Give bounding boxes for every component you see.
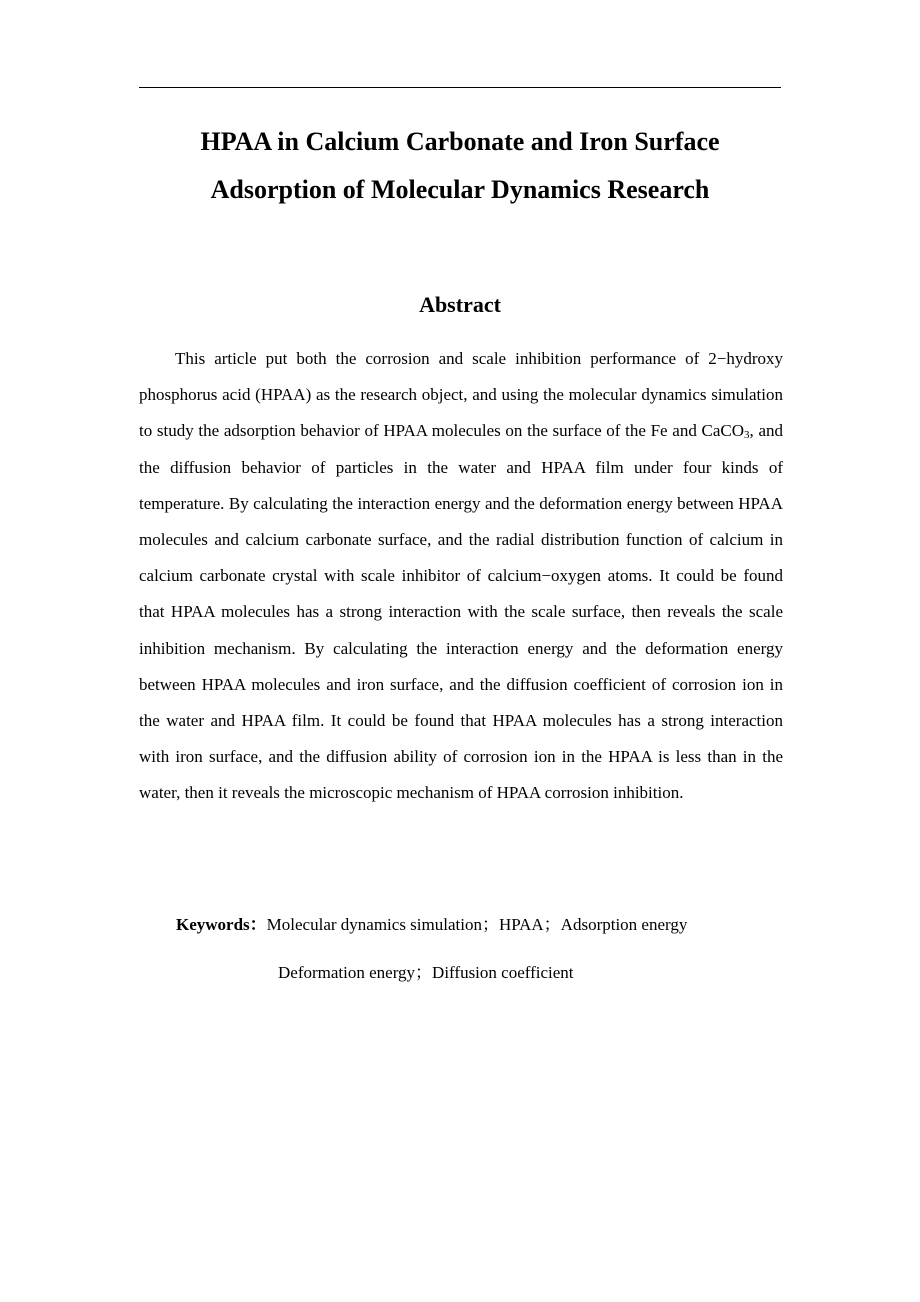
keywords-list-2: Deformation energy；Diffusion coefficient xyxy=(278,963,574,982)
keywords-list-1: Molecular dynamics simulation；HPAA；Adsorption energy xyxy=(266,915,688,934)
keywords-line-2 xyxy=(278,959,798,987)
title-line-2: Adsorption of Molecular Dynamics Research xyxy=(210,175,710,204)
abstract-subscript: 3 xyxy=(744,429,750,442)
abstract-heading: Abstract xyxy=(419,292,501,317)
abstract-text-part-1: This article put both the corrosion and scale inhibition performance of 2−hydroxy phosphorus acid (HPAA) as the research object, and using the molecular dynamics simulation to study the adsorption behavior of HPAA molecules on the surface of the Fe and CaCO xyxy=(139,349,783,441)
title-line-1: HPAA in Calcium Carbonate and Iron Surface xyxy=(200,127,720,156)
header-rule xyxy=(139,87,781,88)
abstract-paragraph xyxy=(139,341,783,812)
keywords-label: Keywords： xyxy=(176,915,267,934)
keywords-line-1 xyxy=(176,911,796,939)
abstract-text-part-2: , and the diffusion behavior of particles in the water and HPAA film under four kinds of temperature. By calculating the interaction energy and the deformation energy between HPAA molecules and calcium carbonate surface, and the radial distribution function of calcium in calcium carbonate crystal with scale inhibitor of calcium−oxygen atoms. It could be found that HPAA molecules has a strong interaction with the scale surface, then reveals the scale inhibition mechanism. By calculating the interaction energy and the deformation energy between HPAA molecules and iron surface, and the diffusion coefficient of corrosion ion in the water and HPAA film. It could be found that HPAA molecules has a strong interaction with iron surface, and the diffusion ability of corrosion ion in the HPAA is less than in the water, then it reveals the microscopic mechanism of HPAA corrosion inhibition. xyxy=(139,421,783,803)
paper-title xyxy=(100,118,820,214)
